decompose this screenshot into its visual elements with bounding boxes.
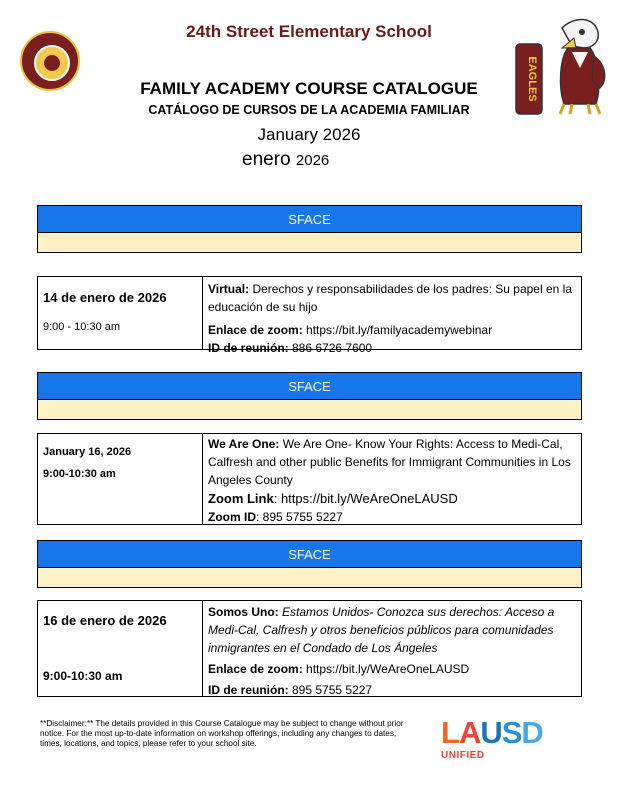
section-header-sface: SFACE	[37, 540, 582, 568]
meeting-id-value: : 895 5755 5227	[256, 510, 343, 524]
section-band	[37, 233, 582, 253]
meeting-id-value: 895 5755 5227	[288, 683, 373, 697]
event-details	[203, 277, 581, 355]
meeting-id-label: Zoom ID	[208, 510, 256, 524]
month-es	[242, 149, 329, 171]
zoom-link[interactable]: https://bit.ly/familyacademywebinar	[302, 323, 493, 337]
event-time: 9:00-10:30 am	[43, 669, 123, 683]
meeting-id-label: ID de reunión:	[208, 341, 289, 355]
zoom-link[interactable]: : https://bit.ly/WeAreOneLAUSD	[273, 491, 458, 506]
event-zoom	[208, 489, 573, 508]
section-header-sface: SFACE	[37, 372, 582, 400]
event-type-label: Virtual:	[208, 282, 250, 296]
event-title	[208, 603, 573, 657]
event-meeting-id	[208, 508, 573, 527]
event-title-text: We Are One- Know Your Rights: Access to Medi-Cal, Calfresh and other public Benefits for Immigrant Communities in Los Angeles County	[208, 437, 571, 487]
zoom-link[interactable]: https://bit.ly/WeAreOneLAUSD	[302, 662, 470, 676]
month-en: January 2026	[257, 125, 361, 144]
disclaimer: **Disclaimer:** The details provided in this Course Catalogue may be subject to change without prior notice. For the most up-to-date information on workshop offerings, including any changes to dates, times, locations, and topics, please refer to your school site.	[40, 719, 404, 748]
event-date-cell	[38, 601, 203, 696]
event-title	[208, 280, 573, 316]
event-date: 14 de enero de 2026	[43, 290, 167, 305]
eagle-mascot-icon	[512, 8, 612, 118]
event-meeting-id	[208, 339, 573, 357]
event-details	[203, 601, 581, 696]
zoom-label: Enlace de zoom:	[208, 323, 303, 337]
event-date: 16 de enero de 2026	[43, 613, 167, 628]
zoom-label: Enlace de zoom:	[208, 662, 303, 676]
zoom-label: Zoom Link	[208, 491, 274, 506]
event-time: 9:00-10:30 am	[43, 468, 116, 480]
event-date-cell	[38, 434, 203, 524]
event-type-label: Somos Uno:	[208, 605, 279, 619]
logo-letter: A	[458, 715, 481, 750]
mascot-banner-text: EAGLES	[526, 56, 538, 102]
month-es-year: 2026	[295, 152, 330, 169]
event-title-text: Estamos Unidos- Conozca sus derechos: Acceso a Medi-Cal, Calfresh y otros beneficios públicos para comunidades inmigrantes en el Condado de Los Ángeles	[208, 605, 555, 655]
event-date-cell	[38, 277, 203, 349]
event-zoom	[208, 321, 573, 339]
meeting-id-label: ID de reunión:	[208, 683, 289, 697]
event-meeting-id	[208, 681, 573, 699]
event-details	[203, 434, 581, 524]
month-es-word: enero	[242, 149, 291, 170]
event-row	[37, 276, 582, 355]
logo-letter: U	[480, 715, 502, 750]
logo-subtitle: UNIFIED	[441, 750, 485, 761]
event-row	[37, 600, 582, 697]
event-type-label: We Are One:	[208, 437, 280, 451]
section-band	[37, 568, 582, 588]
school-name: 24th Street Elementary School	[186, 22, 432, 41]
event-time: 9:00 - 10:30 am	[43, 321, 121, 333]
logo-letter: D	[521, 715, 543, 750]
section-header-sface: SFACE	[37, 205, 582, 233]
event-zoom	[208, 660, 573, 678]
event-date: January 16, 2026	[43, 446, 132, 458]
event-title	[208, 435, 573, 489]
lausd-logo	[441, 716, 581, 764]
catalogue-title-en: FAMILY ACADEMY COURSE CATALOGUE	[140, 79, 478, 98]
event-title-text: Derechos y responsabilidades de los padres: Su papel en la educación de su hijo	[208, 282, 572, 314]
logo-letter: L	[441, 715, 459, 750]
meeting-id-value: 886 6726 7600	[288, 341, 373, 355]
section-band	[37, 400, 582, 420]
catalogue-title-es: CATÁLOGO DE CURSOS DE LA ACADEMIA FAMILIAR	[148, 103, 470, 117]
logo-letter: S	[501, 715, 522, 750]
event-row	[37, 433, 582, 525]
